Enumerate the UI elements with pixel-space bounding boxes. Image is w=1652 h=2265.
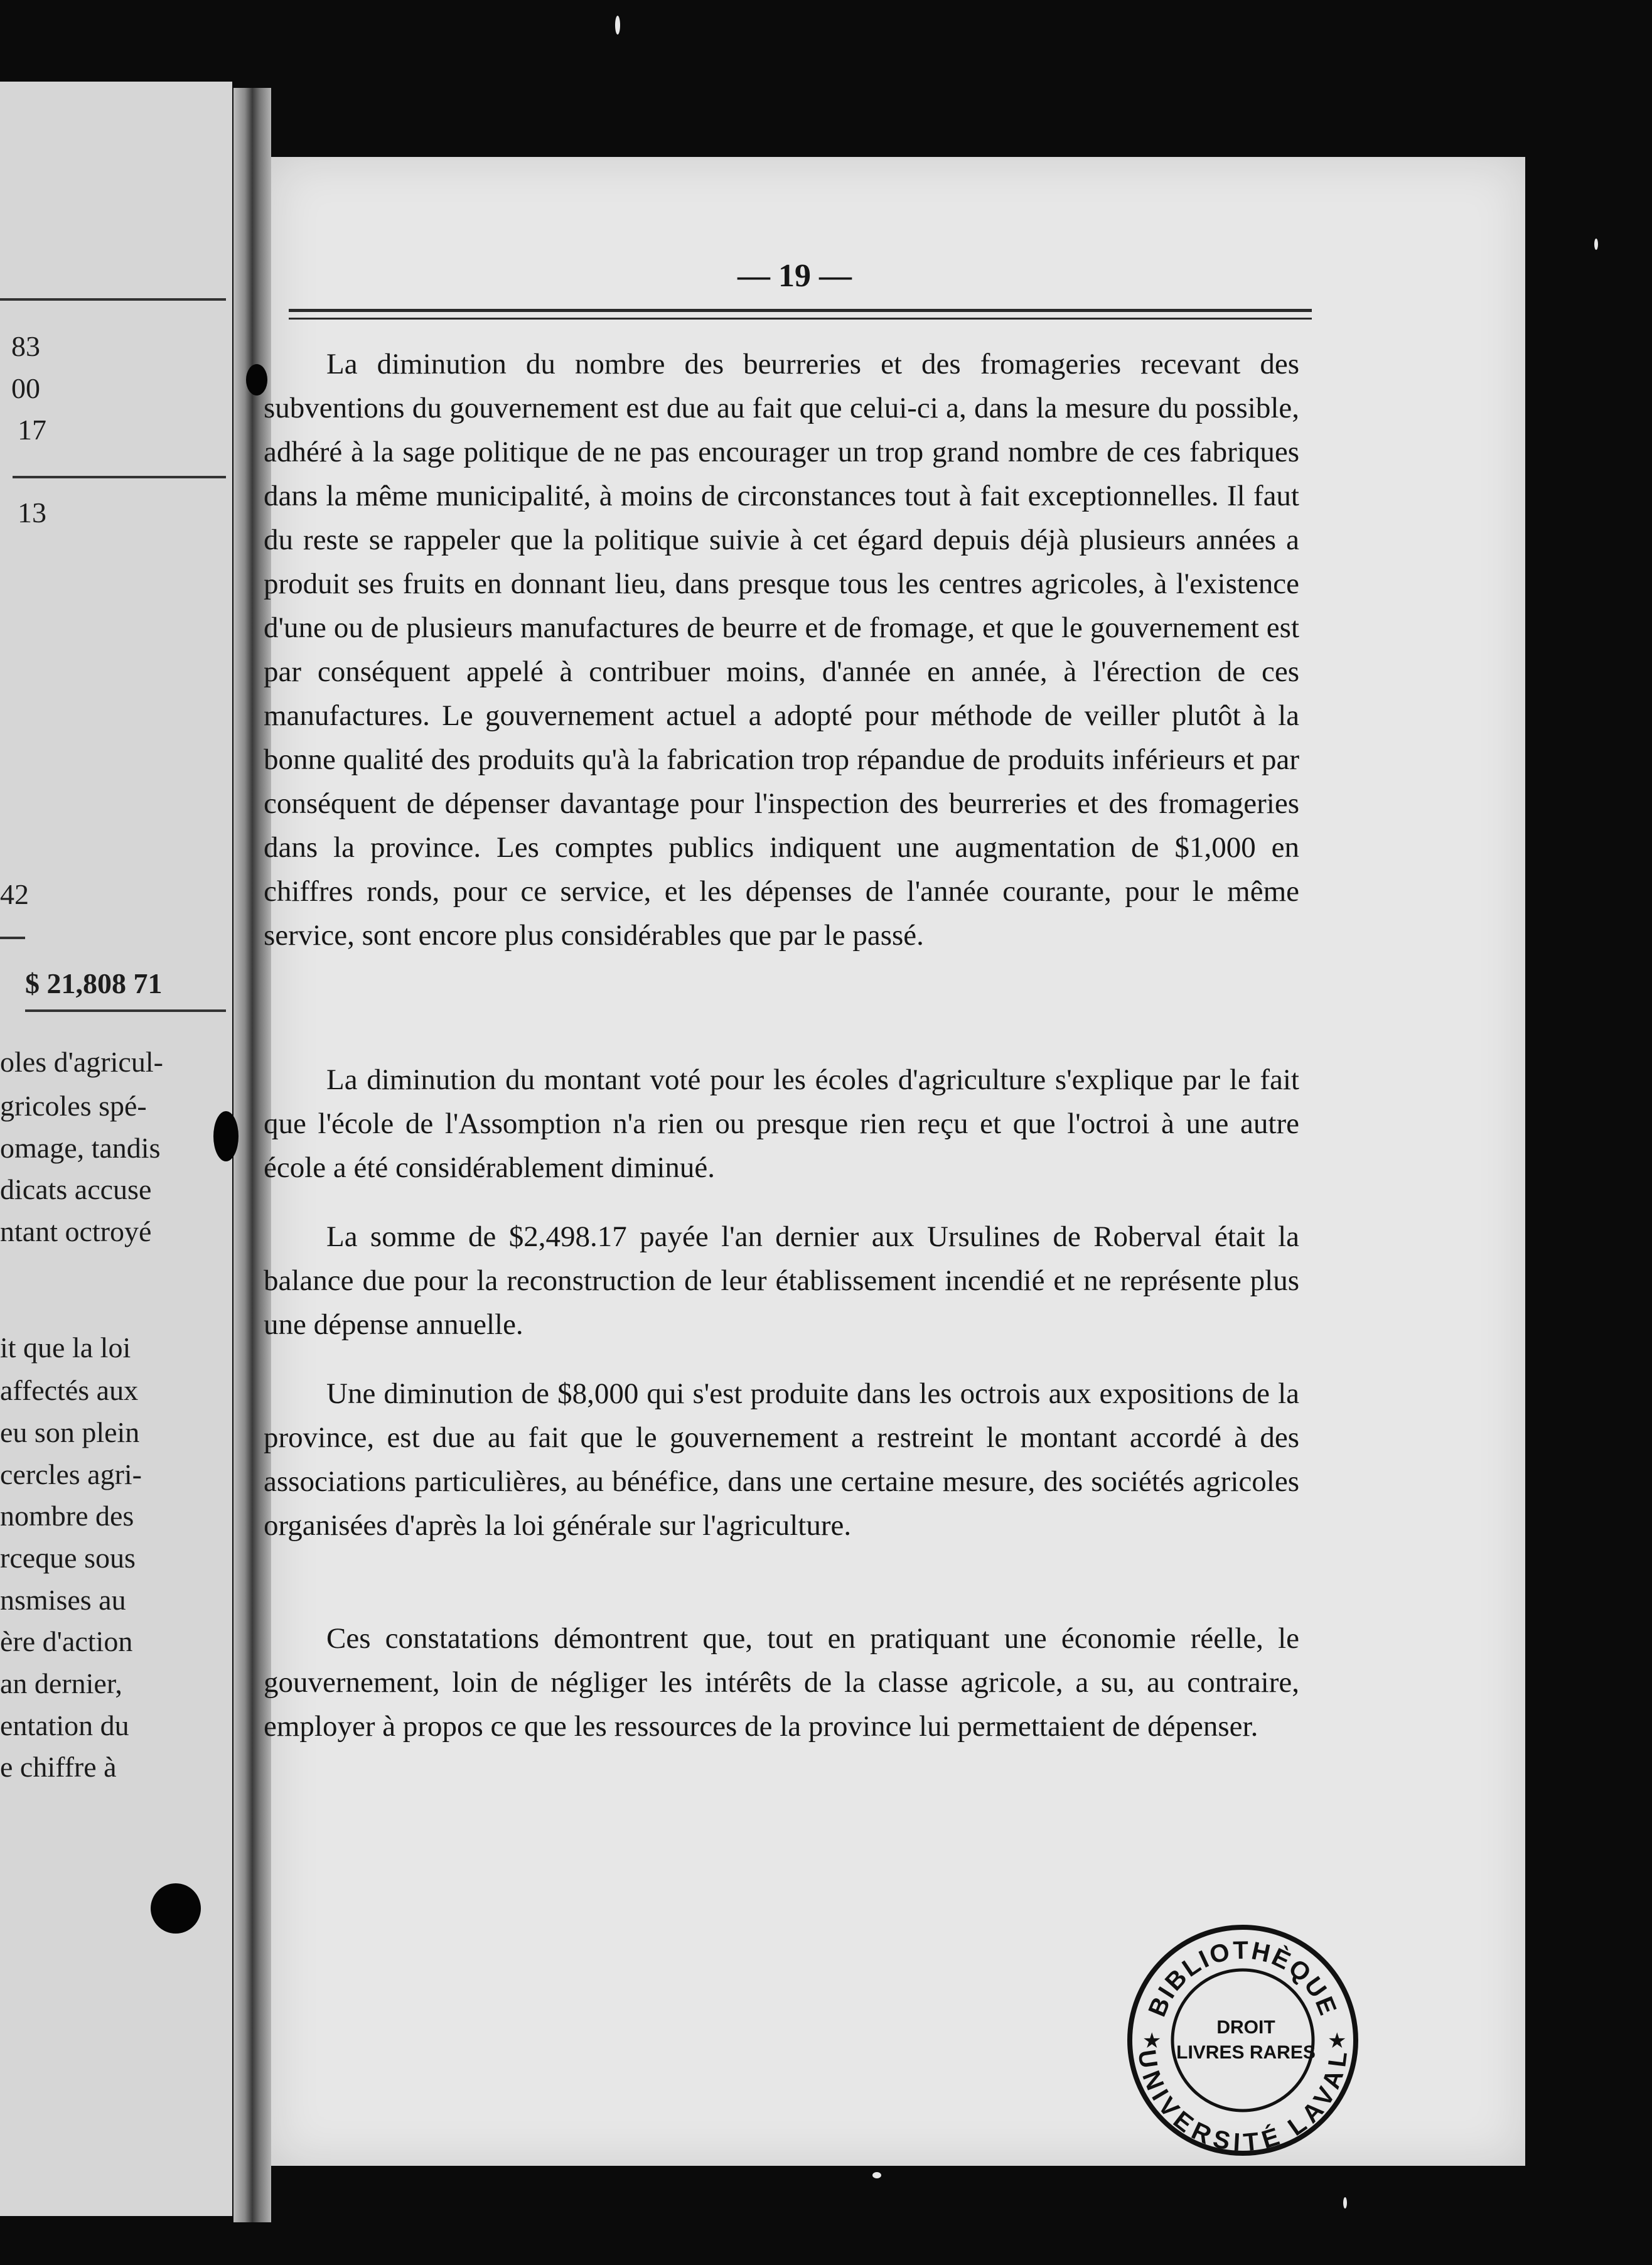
stamp-star-icon: ★ (1142, 2030, 1162, 2053)
paragraph-3: La somme de $2,498.17 payée l'an dernier aux Ursulines de Roberval était la balance due pour la reconstruction de leur établissement incendié et ne représente plus une dépense annuelle. (264, 1220, 1299, 1341)
header-rule-top (289, 309, 1312, 312)
left-line: rceque sous (0, 1542, 136, 1574)
left-amount-4: 13 (18, 497, 46, 529)
paragraph-5: Ces constatations démontrent que, tout en pratiquant une économie réelle, le gouvernement, loin de négliger les intérêts de la classe agricole, a su, au contraire, employer à propos ce que les ressources de la province lui permettaient de dépenser. (264, 1622, 1299, 1743)
left-line: cercles agri- (0, 1458, 142, 1490)
left-total-rule-b (25, 1009, 226, 1012)
stamp-line-1: DROIT (1216, 2017, 1275, 2038)
left-line: e chiffre à (0, 1751, 117, 1783)
left-line: oles d'agricul- (0, 1046, 163, 1078)
left-amount-1: 83 (11, 330, 40, 362)
left-line: nombre des (0, 1500, 134, 1532)
binding-hole (151, 1883, 201, 1934)
left-line: affectés aux (0, 1374, 139, 1406)
left-line: omage, tandis (0, 1132, 161, 1164)
left-line: ère d'action (0, 1625, 133, 1657)
left-line: ntant octroyé (0, 1215, 152, 1247)
left-line: dicats accuse (0, 1173, 152, 1205)
left-total: $ 21,808 71 (25, 967, 163, 999)
left-line: nsmises au (0, 1584, 126, 1616)
left-header-rule (0, 298, 226, 301)
film-speck (1343, 2197, 1347, 2209)
paragraph-4: Une diminution de $8,000 qui s'est produite dans les octrois aux expositions de la province, est due au fait que le gouvernement a restreint le montant accordé à des associations particulières, au bénéfice, dans une certaine mesure, des sociétés agricoles organisées d'après la loi générale sur l'agriculture. (264, 1377, 1299, 1542)
left-amount-2: 00 (11, 372, 40, 404)
paragraph-1: La diminution du nombre des beurreries et des fromageries recevant des subventions du gouvernement est due au fait que celui-ci a, dans la mesure du possible, adhéré à la sage politique de ne pas encourager un trop grand nombre de ces fabriques dans la même municipalité, à moins de circonstances tout à fait exceptionnelles. Il faut du reste se rappeler que la politique suivie à cet égard depuis déjà plusieurs années a produit ses fruits en donnant lieu, dans presque tous les centres agricoles, à l'existence d'une ou de plusieurs manufactures de beurre et de fromage, et que le gouvernement est par conséquent appelé à contribuer moins, d'année en année, à l'érection de ces manufactures. Le gouvernement actuel a adopté pour méthode de veiller plutôt à la bonne qualité des produits qu'à la fabrication trop répandue de produits inférieurs et par conséquent de dépenser davantage pour l'inspection des beurreries et des fromageries dans la province. Les comptes publics indiquent une augmentation de $1,000 en chiffres ronds, pour ce service, et les dépenses de l'année courante, pour le même service, sont encore plus considérables que par le passé. (264, 348, 1299, 952)
stamp-bottom-text: UNIVERSITÉ LAVAL (1132, 2048, 1353, 2157)
film-speck (872, 2172, 881, 2178)
header-rule-bottom (289, 318, 1312, 320)
left-line: it que la loi (0, 1332, 131, 1364)
page-number: — 19 — (738, 258, 852, 294)
film-speck (1594, 239, 1598, 250)
left-line: an dernier, (0, 1667, 122, 1699)
film-speck (615, 16, 620, 35)
left-amount-partial: 42 (0, 878, 29, 910)
left-line: eu son plein (0, 1416, 140, 1448)
stamp-line-2: LIVRES RARES (1176, 2042, 1316, 2063)
stamp-top-text: BIBLIOTHÈQUE (1143, 1936, 1343, 2021)
binding-hole (213, 1111, 239, 1161)
left-sum-rule (13, 476, 226, 478)
left-line: gricoles spé- (0, 1090, 147, 1122)
stamp-center (1167, 2015, 1324, 2065)
library-stamp (1117, 1921, 1368, 2160)
stamp-star-icon: ★ (1328, 2030, 1347, 2053)
left-amount-3: 17 (18, 414, 46, 446)
left-total-rule-a (0, 937, 25, 939)
paragraph-2: La diminution du montant voté pour les écoles d'agriculture s'explique par le fait que l'école de l'Assomption n'a rien ou presque rien reçu et que l'octroi à une autre école a été considérablement diminué. (264, 1063, 1299, 1184)
left-line: entation du (0, 1709, 129, 1741)
